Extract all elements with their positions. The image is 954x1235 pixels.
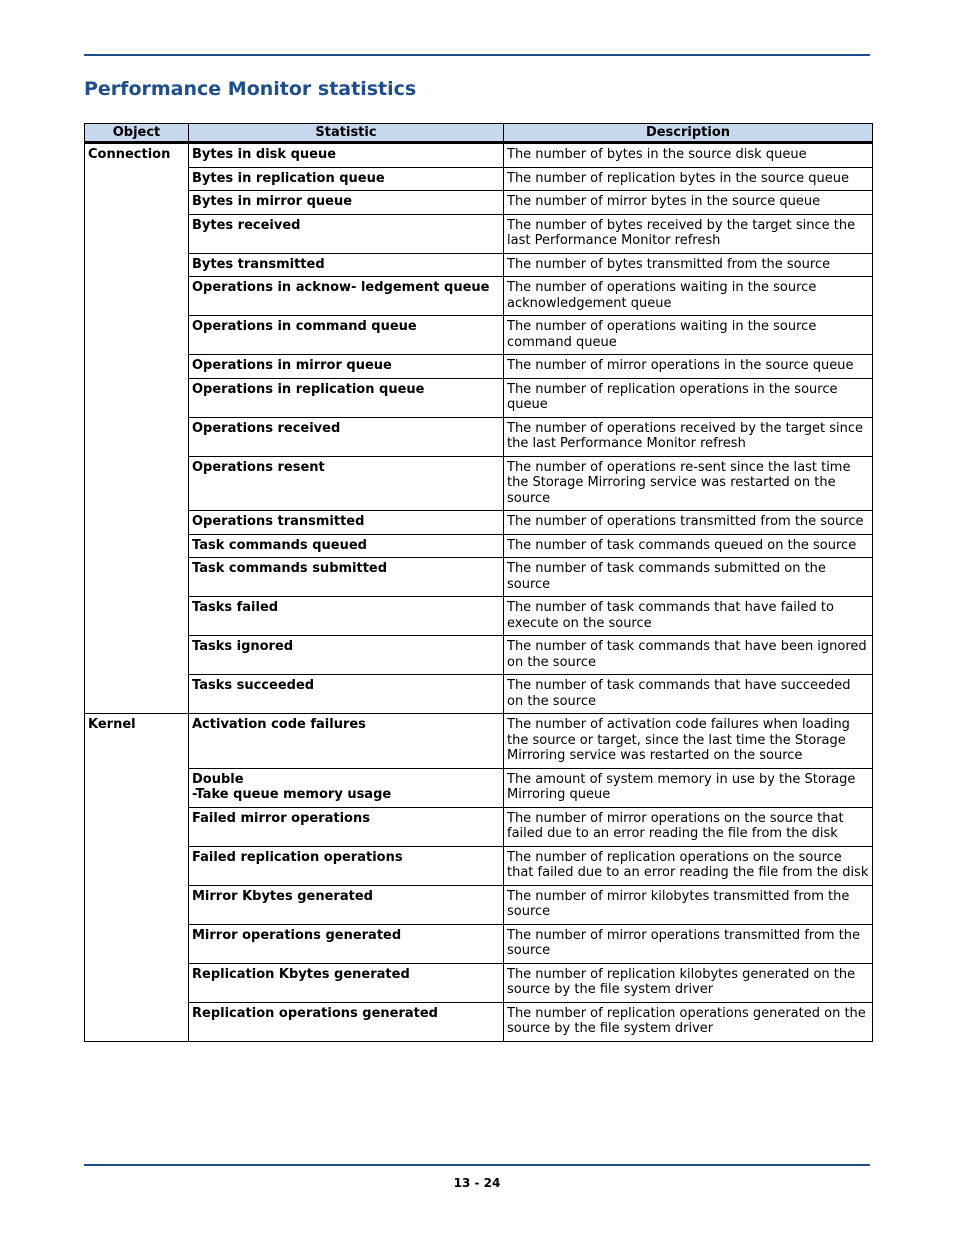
statistic-cell: Bytes in replication queue xyxy=(189,167,504,191)
statistic-cell: Tasks succeeded xyxy=(189,675,504,714)
statistic-cell: Tasks failed xyxy=(189,597,504,636)
table-row xyxy=(85,511,873,535)
statistic-cell: Replication Kbytes generated xyxy=(189,963,504,1002)
description-cell: The number of task commands queued on the source xyxy=(504,534,873,558)
statistic-cell: Failed mirror operations xyxy=(189,807,504,846)
table-row xyxy=(85,214,873,253)
table-row xyxy=(85,636,873,675)
statistic-cell: Activation code failures xyxy=(189,714,504,769)
table-row xyxy=(85,143,873,168)
description-cell: The number of activation code failures when loading the source or target, since the last time the Storage Mirroring service was restarted on the source xyxy=(504,714,873,769)
statistic-cell: Mirror Kbytes generated xyxy=(189,885,504,924)
description-cell: The number of replication kilobytes generated on the source by the file system driver xyxy=(504,963,873,1002)
statistic-cell: Operations in replication queue xyxy=(189,378,504,417)
description-cell: The number of mirror bytes in the source queue xyxy=(504,191,873,215)
description-cell: The number of bytes received by the target since the last Performance Monitor refresh xyxy=(504,214,873,253)
table-row xyxy=(85,191,873,215)
statistic-cell: Task commands queued xyxy=(189,534,504,558)
description-cell: The number of mirror operations in the source queue xyxy=(504,355,873,379)
description-cell: The number of mirror kilobytes transmitted from the source xyxy=(504,885,873,924)
description-cell: The number of operations waiting in the source command queue xyxy=(504,316,873,355)
column-header-description: Description xyxy=(504,124,873,143)
table-header-row xyxy=(85,124,873,143)
description-cell: The number of mirror operations on the source that failed due to an error reading the file from the disk xyxy=(504,807,873,846)
statistic-cell: Bytes received xyxy=(189,214,504,253)
table-row xyxy=(85,807,873,846)
table-row xyxy=(85,417,873,456)
table-row xyxy=(85,1002,873,1041)
table-row xyxy=(85,167,873,191)
description-cell: The number of replication bytes in the source queue xyxy=(504,167,873,191)
table-row xyxy=(85,253,873,277)
description-cell: The number of task commands that have succeeded on the source xyxy=(504,675,873,714)
description-cell: The number of operations received by the target since the last Performance Monitor refresh xyxy=(504,417,873,456)
statistic-cell: Task commands submitted xyxy=(189,558,504,597)
description-cell: The number of bytes transmitted from the source xyxy=(504,253,873,277)
footer-rule xyxy=(84,1164,870,1166)
table-row xyxy=(85,277,873,316)
description-cell: The number of task commands that have been ignored on the source xyxy=(504,636,873,675)
description-cell: The number of replication operations generated on the source by the file system driver xyxy=(504,1002,873,1041)
statistics-table xyxy=(84,123,873,1042)
page-number: 13 - 24 xyxy=(453,1176,501,1190)
description-cell: The number of task commands that have failed to execute on the source xyxy=(504,597,873,636)
table-body xyxy=(85,143,873,1042)
object-cell: Kernel xyxy=(85,714,189,1042)
statistic-cell: Bytes in mirror queue xyxy=(189,191,504,215)
description-cell: The number of operations re-sent since the last time the Storage Mirroring service was restarted on the source xyxy=(504,456,873,511)
table-row xyxy=(85,675,873,714)
table-row xyxy=(85,456,873,511)
description-cell: The number of bytes in the source disk queue xyxy=(504,143,873,168)
statistic-cell: Failed replication operations xyxy=(189,846,504,885)
table-row xyxy=(85,597,873,636)
statistic-cell: Mirror operations generated xyxy=(189,924,504,963)
table-row xyxy=(85,378,873,417)
statistic-cell: Bytes in disk queue xyxy=(189,143,504,168)
statistic-cell: Tasks ignored xyxy=(189,636,504,675)
table-row xyxy=(85,963,873,1002)
statistic-cell: Operations in command queue xyxy=(189,316,504,355)
table-row xyxy=(85,924,873,963)
description-cell: The number of operations transmitted from the source xyxy=(504,511,873,535)
statistic-cell: Bytes transmitted xyxy=(189,253,504,277)
statistic-cell: Replication operations generated xyxy=(189,1002,504,1041)
statistic-cell: Operations in acknow- ledgement queue xyxy=(189,277,504,316)
description-cell: The number of replication operations on the source that failed due to an error reading the file from the disk xyxy=(504,846,873,885)
table-row xyxy=(85,316,873,355)
statistic-cell: Double -Take queue memory usage xyxy=(189,768,504,807)
description-cell: The number of mirror operations transmitted from the source xyxy=(504,924,873,963)
statistic-cell: Operations transmitted xyxy=(189,511,504,535)
description-cell: The amount of system memory in use by the Storage Mirroring queue xyxy=(504,768,873,807)
statistic-cell: Operations in mirror queue xyxy=(189,355,504,379)
table-row xyxy=(85,534,873,558)
table-row xyxy=(85,355,873,379)
statistic-cell: Operations resent xyxy=(189,456,504,511)
statistic-cell: Operations received xyxy=(189,417,504,456)
table-row xyxy=(85,714,873,769)
table-row xyxy=(85,885,873,924)
table-row xyxy=(85,846,873,885)
page-title: Performance Monitor statistics xyxy=(84,78,417,100)
description-cell: The number of task commands submitted on the source xyxy=(504,558,873,597)
column-header-statistic: Statistic xyxy=(189,124,504,143)
object-cell: Connection xyxy=(85,143,189,714)
table-row xyxy=(85,558,873,597)
description-cell: The number of replication operations in the source queue xyxy=(504,378,873,417)
header-rule xyxy=(84,54,870,56)
table-row xyxy=(85,768,873,807)
description-cell: The number of operations waiting in the source acknowledgement queue xyxy=(504,277,873,316)
column-header-object: Object xyxy=(85,124,189,143)
